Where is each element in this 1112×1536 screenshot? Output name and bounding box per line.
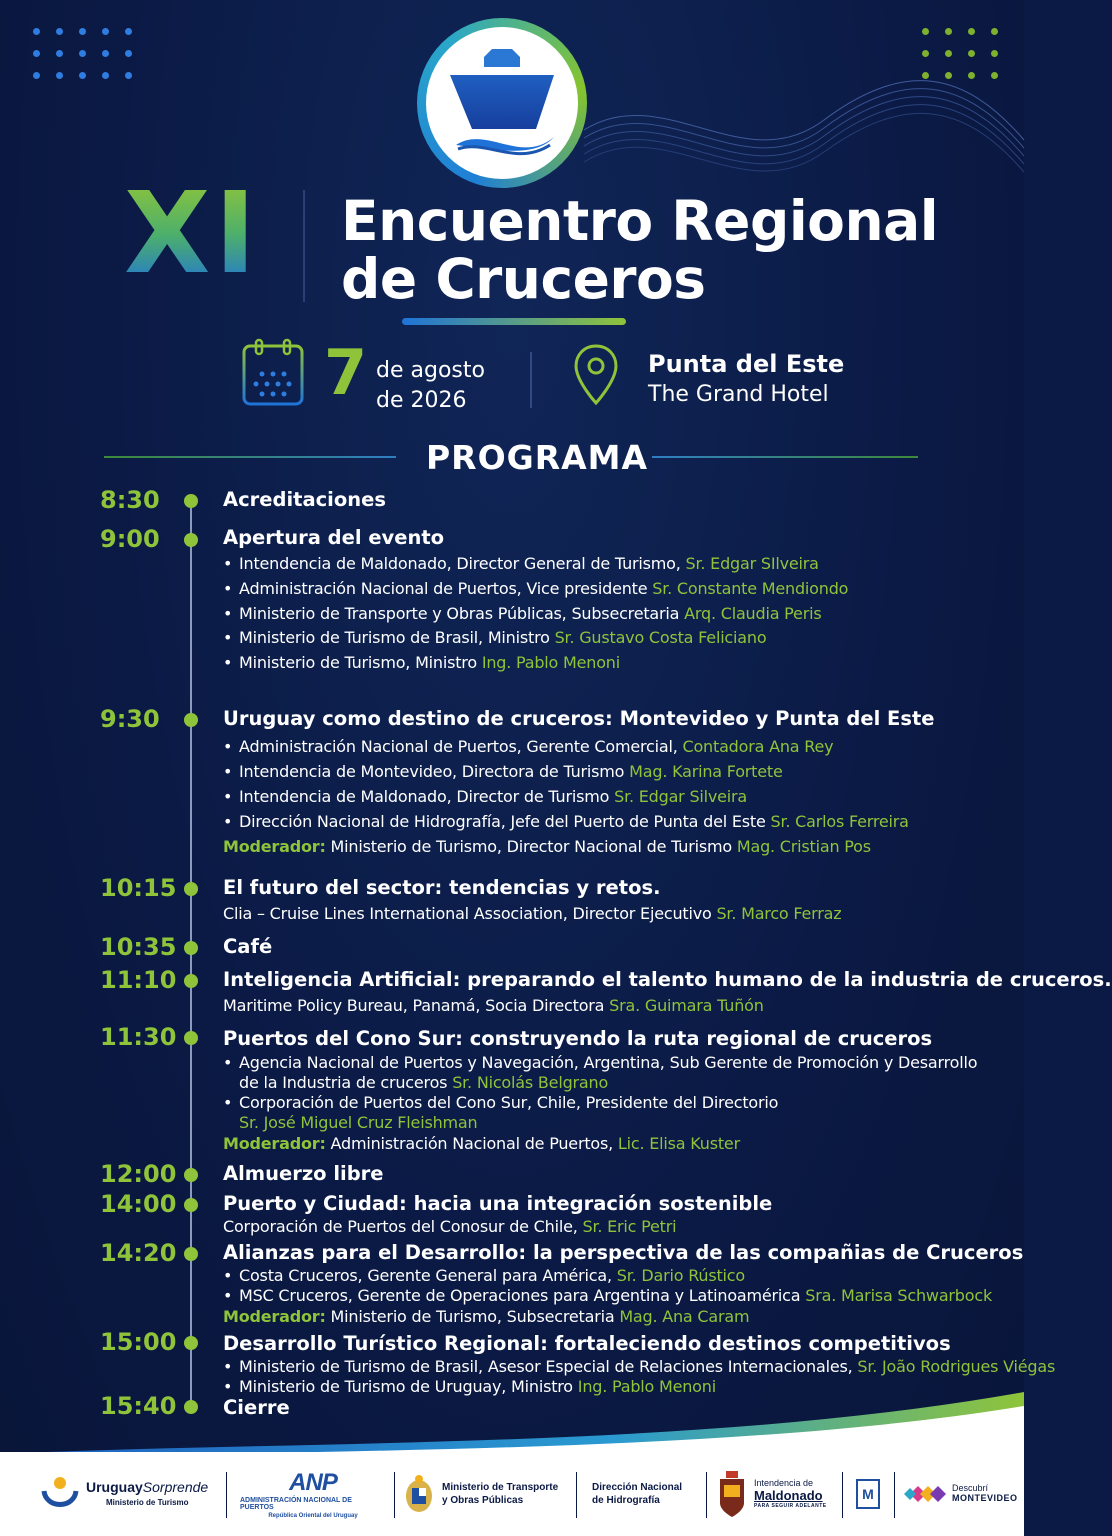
event-venue: The Grand Hotel xyxy=(648,382,829,407)
timeline-dot xyxy=(184,882,198,896)
blue-dot-grid xyxy=(33,28,133,79)
item-title: Uruguay como destino de cruceros: Montevideo y Punta del Este xyxy=(223,707,935,730)
item-title: Puertos del Cono Sur: construyendo la ruta regional de cruceros xyxy=(223,1027,933,1050)
moderator-line: Moderador: Ministerio de Turismo, Subsecretaria Mag. Ana Caram xyxy=(223,1307,750,1326)
anp-logo: ANP ADMINISTRACIÓN NACIONAL DE PUERTOS República Oriental del Uruguay xyxy=(240,1469,358,1519)
moderator-line: Moderador: Ministerio de Turismo, Director Nacional de Turismo Mag. Cristian Pos xyxy=(223,837,871,856)
speaker-line: Clia – Cruise Lines International Association, Director Ejecutivo Sr. Marco Ferraz xyxy=(223,904,842,923)
speaker-line: • Ministerio de Transporte y Obras Públicas, Subsecretaria Arq. Claudia Peris xyxy=(223,604,822,623)
speaker-line-cont: de la Industria de cruceros Sr. Nicolás Belgrano xyxy=(239,1073,609,1092)
item-title: Almuerzo libre xyxy=(223,1162,384,1185)
item-time: 8:30 xyxy=(100,486,160,514)
footer-separator xyxy=(226,1472,227,1518)
edition-roman-numeral: XI xyxy=(124,169,261,299)
title-line-1: Encuentro Regional xyxy=(341,189,939,253)
item-time: 14:00 xyxy=(100,1190,177,1218)
timeline-dot xyxy=(184,1198,198,1212)
item-time: 11:10 xyxy=(100,966,177,994)
speaker-line: • Ministerio de Turismo, Ministro Ing. Pablo Menoni xyxy=(223,653,620,672)
sun-icon xyxy=(40,1471,80,1517)
item-time: 12:00 xyxy=(100,1160,177,1188)
item-title: Café xyxy=(223,935,273,958)
item-title: El futuro del sector: tendencias y retos. xyxy=(223,876,661,899)
item-time: 10:15 xyxy=(100,874,177,902)
timeline-dot xyxy=(184,713,198,727)
month-line: de agosto xyxy=(376,358,485,383)
item-title: Puerto y Ciudad: hacia una integración sostenible xyxy=(223,1192,773,1215)
programa-title: PROGRAMA xyxy=(426,438,649,477)
item-title: Inteligencia Artificial: preparando el talento humano de la industria de cruceros. xyxy=(223,968,1112,991)
title-divider xyxy=(303,190,305,302)
speaker-line: • Dirección Nacional de Hidrografía, Jefe del Puerto de Punta del Este Sr. Carlos Ferreira xyxy=(223,812,909,831)
footer-separator xyxy=(842,1472,843,1518)
maldonado-logo: Intendencia de Maldonado PARA SEGUIR ADELANTE xyxy=(716,1468,834,1520)
location-pin-icon xyxy=(573,343,619,407)
info-divider xyxy=(530,352,532,408)
speaker-line: • Intendencia de Montevideo, Directora de Turismo Mag. Karina Fortete xyxy=(223,762,783,781)
programa-line-right xyxy=(652,456,918,458)
item-time: 14:20 xyxy=(100,1239,177,1267)
speaker-line: • Ministerio de Turismo de Brasil, Ministro Sr. Gustavo Costa Feliciano xyxy=(223,628,767,647)
timeline-dot xyxy=(184,1247,198,1261)
footer-separator xyxy=(706,1472,707,1518)
item-title: Apertura del evento xyxy=(223,526,445,549)
programa-line-left xyxy=(104,456,396,458)
speaker-line: • Intendencia de Maldonado, Director General de Turismo, Sr. Edgar SIlveira xyxy=(223,554,819,573)
speaker-line: • Ministerio de Turismo de Brasil, Asesor Especial de Relaciones Internacionales, Sr. João Rodrigues Viégas xyxy=(223,1357,1056,1376)
crest-icon xyxy=(716,1469,748,1519)
timeline-dot xyxy=(184,1031,198,1045)
speaker-line: • Costa Cruceros, Gerente General para América, Sr. Dario Rústico xyxy=(223,1266,745,1285)
item-time: 10:35 xyxy=(100,933,177,961)
timeline-dot xyxy=(184,941,198,955)
event-day: 7 xyxy=(324,336,368,409)
coat-of-arms-icon xyxy=(402,1472,436,1516)
diamonds-icon xyxy=(902,1481,948,1507)
item-time: 15:40 xyxy=(100,1392,177,1420)
speaker-line: • Ministerio de Turismo de Uruguay, Ministro Ing. Pablo Menoni xyxy=(223,1377,716,1396)
speaker-line: • Agencia Nacional de Puertos y Navegación, Argentina, Sub Gerente de Promoción y Desarrollo xyxy=(223,1053,978,1072)
event-city: Punta del Este xyxy=(648,350,845,378)
item-title: Alianzas para el Desarrollo: la perspectiva de las compañias de Cruceros xyxy=(223,1241,1024,1264)
footer-separator xyxy=(894,1472,895,1518)
speaker-line: • Corporación de Puertos del Cono Sur, Chile, Presidente del Directorio xyxy=(223,1093,779,1112)
footer-separator xyxy=(394,1472,395,1518)
speaker-name: Sr. José Miguel Cruz Fleishman xyxy=(239,1113,478,1132)
descubri-montevideo-logo: Descubrí MONTEVIDEO xyxy=(902,1468,1020,1520)
timeline-dot xyxy=(184,1168,198,1182)
item-time: 15:00 xyxy=(100,1328,177,1356)
title-underline xyxy=(402,318,626,325)
item-time: 9:00 xyxy=(100,525,160,553)
timeline-dot xyxy=(184,1336,198,1350)
montevideo-m-logo: M xyxy=(856,1468,880,1520)
speaker-line: • Administración Nacional de Puertos, Vice presidente Sr. Constante Mendiondo xyxy=(223,579,849,598)
footer-separator xyxy=(576,1472,577,1518)
item-title: Acreditaciones xyxy=(223,488,386,511)
hidrografia-logo: Dirección Nacional de Hidrografía xyxy=(592,1482,683,1506)
moderator-line: Moderador: Administración Nacional de Puertos, Lic. Elisa Kuster xyxy=(223,1134,740,1153)
item-title: Cierre xyxy=(223,1396,290,1419)
timeline-dot xyxy=(184,974,198,988)
timeline-dot xyxy=(184,533,198,547)
speaker-line: Corporación de Puertos del Conosur de Chile, Sr. Eric Petri xyxy=(223,1217,677,1236)
item-time: 11:30 xyxy=(100,1023,177,1051)
speaker-line: • Intendencia de Maldonado, Director de Turismo Sr. Edgar Silveira xyxy=(223,787,748,806)
timeline-dot xyxy=(184,494,198,508)
event-month-year xyxy=(376,356,485,416)
speaker-line: • Administración Nacional de Puertos, Gerente Comercial, Contadora Ana Rey xyxy=(223,737,834,756)
item-time: 9:30 xyxy=(100,705,160,733)
speaker-line: Maritime Policy Bureau, Panamá, Socia Directora Sra. Guimara Tuñón xyxy=(223,996,764,1015)
decorative-waves xyxy=(584,60,1024,210)
event-logo xyxy=(417,18,587,188)
ship-icon xyxy=(426,27,578,179)
uruguay-sorprende-logo: UruguaySorprende Ministerio de Turismo xyxy=(40,1468,218,1520)
title-line-2: de Cruceros xyxy=(341,247,706,311)
year-line: de 2026 xyxy=(376,388,467,413)
mtop-logo: Ministerio de Transporte y Obras Públicas xyxy=(402,1468,568,1520)
item-title: Desarrollo Turístico Regional: fortaleciendo destinos competitivos xyxy=(223,1332,951,1355)
speaker-line: • MSC Cruceros, Gerente de Operaciones para Argentina y Latinoamérica Sra. Marisa Schwarbock xyxy=(223,1286,993,1305)
event-title xyxy=(341,189,939,311)
calendar-icon xyxy=(242,338,304,408)
